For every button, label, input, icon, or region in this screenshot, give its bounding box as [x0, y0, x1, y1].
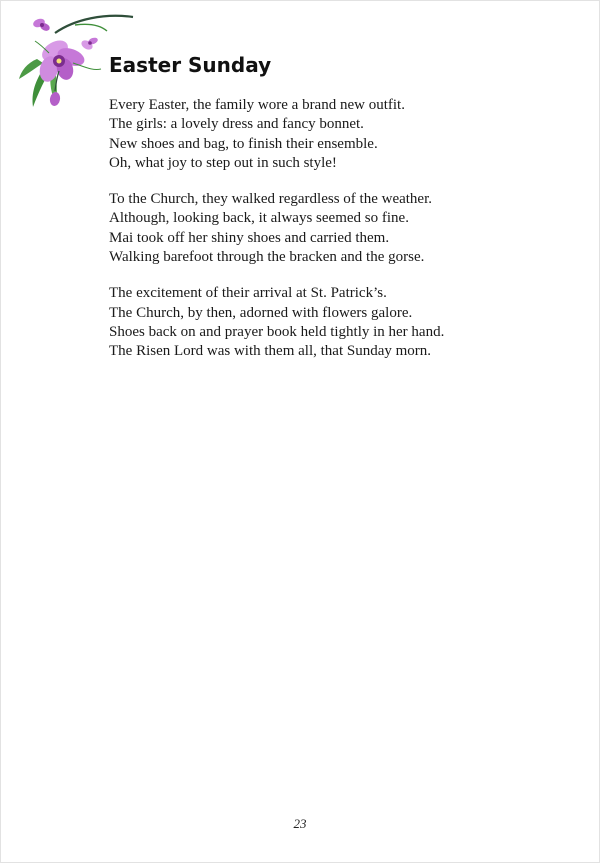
poem-line: Every Easter, the family wore a brand new outfit. [109, 97, 405, 113]
poem-line: The Risen Lord was with them all, that Sunday morn. [109, 343, 432, 360]
poem-line: To the Church, they walked regardless of the weather. [109, 191, 433, 208]
poem-line: Walking barefoot through the bracken and the gorse. [109, 249, 425, 266]
poem-line: Shoes back on and prayer book held tightly in her hand. [109, 323, 445, 340]
poem-body [109, 96, 569, 379]
page-number: 23 [293, 816, 307, 831]
poem-line: Oh, what joy to step out in such style! [109, 154, 337, 171]
poem-line: Although, looking back, it always seemed so fine. [109, 210, 409, 227]
poem-title: Easter Sunday [109, 53, 272, 77]
poem-line: The excitement of their arrival at St. Patrick’s. [109, 285, 387, 302]
stanza-2 [109, 190, 569, 267]
poem-line: Mai took off her shiny shoes and carried them. [109, 229, 390, 246]
poem-line: The girls: a lovely dress and fancy bonnet. [109, 116, 364, 133]
poem-line: New shoes and bag, to finish their ensemble. [109, 135, 378, 152]
stanza-3 [109, 284, 569, 361]
poem-line: The Church, by then, adorned with flowers galore. [109, 304, 413, 321]
stanza-1 [109, 96, 569, 173]
